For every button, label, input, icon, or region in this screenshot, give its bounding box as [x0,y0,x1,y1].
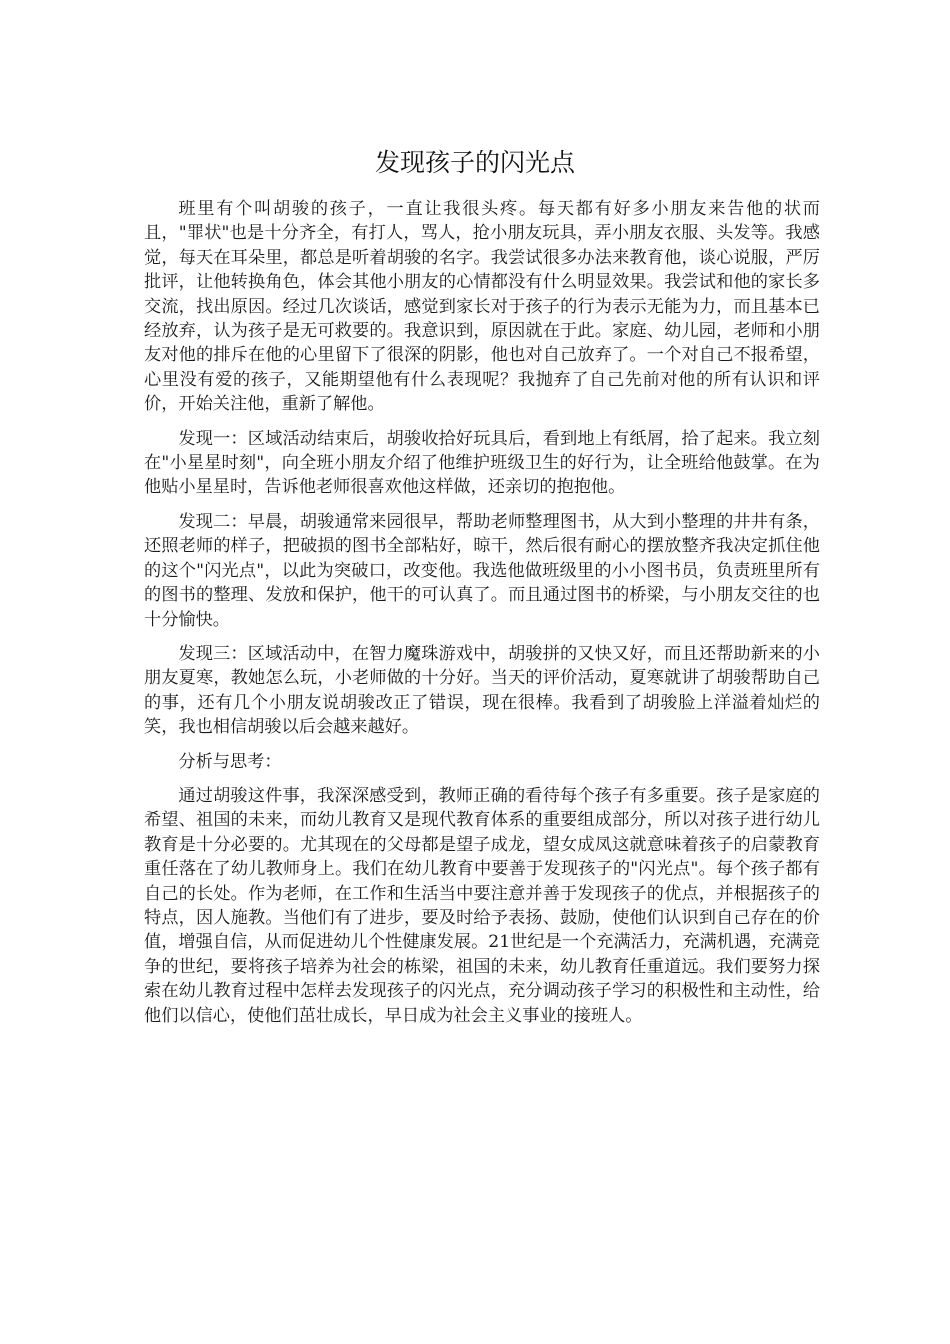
document-body [144,197,820,1038]
document-title: 发现孩子的闪光点 [374,148,575,177]
paragraph-discovery-two: 发现二：早晨，胡骏通常来园很早，帮助老师整理图书，从大到小整理的井井有条，还照老师的样子，把破损的图书全部粘好，晾干，然后很有耐心的摆放整齐我决定抓住他的这个"闪光点"，以此为突破口，改变他。我选他做班级里的小小图书员，负责班里所有的图书的整理、发放和保护，他干的可认真了。而且通过图书的桥梁，与小朋友交往的也十分愉快。 [144,511,820,630]
paragraph-analysis: 通过胡骏这件事，我深深感受到，教师正确的看待每个孩子有多重要。孩子是家庭的希望、祖国的未来，而幼儿教育又是现代教育体系的重要组成部分，所以对孩子进行幼儿教育是十分必要的。尤其现在的父母都是望子成龙，望女成凤这就意味着孩子的启蒙教育重任落在了幼儿教师身上。我们在幼儿教育中要善于发现孩子的"闪光点"。每个孩子都有自己的长处。作为老师，在工作和生活当中要注意并善于发现孩子的优点，并根据孩子的特点，因人施教。当他们有了进步，要及时给予表扬、鼓励，使他们认识到自己存在的价值，增强自信，从而促进幼儿个性健康发展。21世纪是一个充满活力，充满机遇，充满竞争的世纪，要将孩子培养为社会的栋梁，祖国的未来，幼儿教育任重道远。我们要努力探索在幼儿教育过程中怎样去发现孩子的闪光点，充分调动孩子学习的积极性和主动性，给他们以信心，使他们茁壮成长，早日成为社会主义事业的接班人。 [144,785,820,1026]
paragraph-intro: 班里有个叫胡骏的孩子，一直让我很头疼。每天都有好多小朋友来告他的状而且，"罪状"也是十分齐全，有打人，骂人，抢小朋友玩具，弄小朋友衣服、头发等。我感觉，每天在耳朵里，都总是听着胡骏的名字。我尝试很多办法来教育他，谈心说服，严厉批评，让他转换角色，体会其他小朋友的心情都没有什么明显效果。我尝试和他的家长多交流，找出原因。经过几次谈话，感觉到家长对于孩子的行为表示无能为力，而且基本已经放弃，认为孩子是无可救要的。我意识到，原因就在于此。家庭、幼儿园，老师和小朋友对他的排斥在他的心里留下了很深的阴影，他也对自己放弃了。一个对自己不报希望，心里没有爱的孩子，又能期望他有什么表现呢？我抛弃了自己先前对他的所有认识和评价，开始关注他，重新了解他。 [144,199,820,415]
paragraph-discovery-three: 发现三：区域活动中，在智力魔珠游戏中，胡骏拼的又快又好，而且还帮助新来的小朋友夏寒，教她怎么玩，小老师做的十分好。当天的评价活动，夏寒就讲了胡骏帮助自己的事，还有几个小朋友说胡骏改正了错误，现在很棒。我看到了胡骏脸上洋溢着灿烂的笑，我也相信胡骏以后会越来越好。 [144,643,820,738]
paragraph-discovery-one: 发现一：区域活动结束后，胡骏收拾好玩具后，看到地上有纸屑，拾了起来。我立刻在"小星星时刻"，向全班小朋友介绍了他维护班级卫生的好行为，让全班给他鼓掌。在为他贴小星星时，告诉他老师很喜欢他这样做，还亲切的抱抱他。 [144,428,820,498]
paragraph-analysis-heading: 分析与思考： [178,751,282,772]
